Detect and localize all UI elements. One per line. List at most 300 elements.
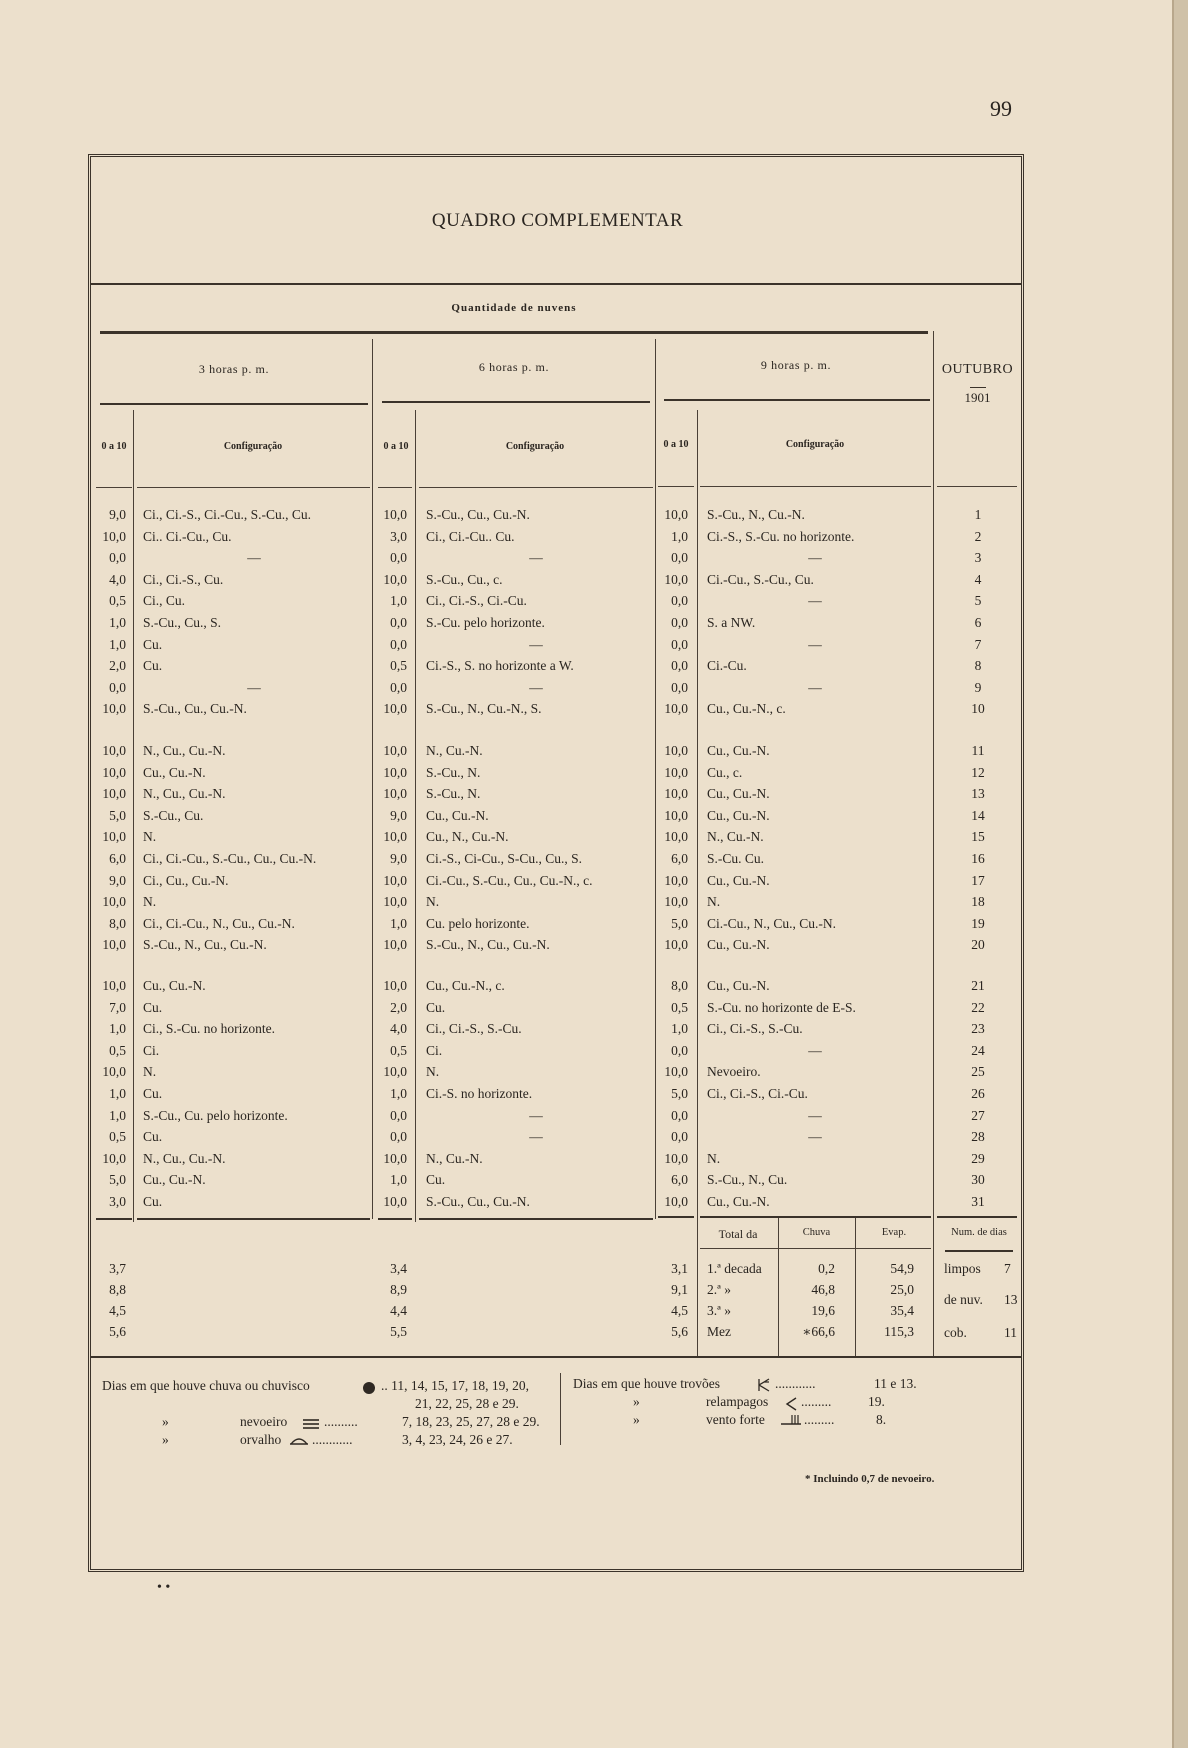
day-number: 7 xyxy=(974,636,982,652)
year-label: 1901 xyxy=(964,390,991,405)
cloud-amount-3pm: 9,0 xyxy=(109,872,126,888)
day-number: 22 xyxy=(971,999,985,1015)
cloud-amount-9pm: 5,0 xyxy=(671,915,688,931)
title-rule xyxy=(90,283,1022,285)
period-6pm-rule xyxy=(382,401,650,403)
cloud-config-6pm: — xyxy=(529,1107,543,1123)
section-rule xyxy=(100,331,928,334)
header-rule xyxy=(658,486,694,487)
cloud-amount-6pm: 2,0 xyxy=(390,999,407,1015)
day-number: 2 xyxy=(974,528,982,544)
cloud-config-6pm: Ci., Ci.-S., Ci.-Cu. xyxy=(426,593,527,609)
cloud-amount-6pm: 0,0 xyxy=(390,1107,407,1123)
header-rule xyxy=(137,487,370,488)
cloud-amount-6pm: 10,0 xyxy=(383,743,407,758)
summary-head-rain: Chuva xyxy=(802,1227,831,1238)
header-rule xyxy=(378,487,412,488)
cloud-amount-3pm: 5,0 xyxy=(109,1172,126,1188)
wind-days-list: 8. xyxy=(876,1412,887,1427)
day-number: 29 xyxy=(971,1150,985,1166)
cloud-amount-3pm: 10,0 xyxy=(102,1064,126,1080)
cloud-config-3pm: Cu. xyxy=(143,1194,163,1209)
cloud-config-9pm: Ci.-Cu. xyxy=(707,658,747,674)
dew-symbol-icon xyxy=(289,1434,309,1446)
cloud-amount-6pm: 4,0 xyxy=(390,1021,407,1037)
cloud-amount-6pm: 10,0 xyxy=(383,764,407,780)
cloud-config-9pm: — xyxy=(808,550,822,566)
mean-9pm: 9,1 xyxy=(671,1282,688,1297)
cloud-config-3pm: S.-Cu., Cu., S. xyxy=(143,615,222,630)
cloud-amount-9pm: 6,0 xyxy=(671,851,688,866)
cloud-config-3pm: Cu. xyxy=(143,999,163,1015)
cloud-amount-9pm: 0,0 xyxy=(671,679,688,695)
period-label: 2.ª » xyxy=(707,1282,731,1297)
cloud-config-9pm: S.-Cu. Cu. xyxy=(707,851,765,866)
cloud-amount-9pm: 10,0 xyxy=(664,807,688,823)
cloud-config-6pm: Ci.-S. no horizonte. xyxy=(426,1086,533,1101)
cloud-amount-6pm: 0,0 xyxy=(390,550,407,566)
cloud-config-3pm: Cu. xyxy=(143,636,163,652)
day-number: 9 xyxy=(974,679,982,695)
day-number: 3 xyxy=(974,550,982,566)
thunder-days-list: 11 e 13. xyxy=(874,1376,917,1391)
section-title: Quantidade de nuvens xyxy=(451,302,577,314)
cloud-config-3pm: N., Cu., Cu.-N. xyxy=(143,743,226,758)
period-3pm-rule xyxy=(100,403,368,405)
cloud-config-9pm: N. xyxy=(707,1150,721,1166)
summary-head-total: Total da xyxy=(718,1227,758,1241)
body-end-rule xyxy=(137,1218,370,1220)
cloud-amount-9pm: 6,0 xyxy=(671,1172,688,1188)
period-6pm-label: 6 horas p. m. xyxy=(478,360,550,374)
day-number: 17 xyxy=(971,872,985,888)
body-end-rule xyxy=(96,1218,132,1220)
day-number: 26 xyxy=(971,1086,985,1101)
cloud-amount-3pm: 0,0 xyxy=(109,550,126,566)
cloud-amount-9pm: 0,0 xyxy=(671,593,688,609)
day-number: 4 xyxy=(974,571,982,587)
cloud-config-3pm: Cu., Cu.-N. xyxy=(143,764,206,780)
cloud-amount-3pm: 10,0 xyxy=(102,764,126,780)
lightning-symbol-icon xyxy=(784,1397,798,1411)
cloud-amount-3pm: 0,5 xyxy=(109,593,126,609)
cloud-config-6pm: S.-Cu., N. xyxy=(426,764,481,780)
page-edge xyxy=(1172,0,1188,1748)
day-number: 14 xyxy=(971,807,985,823)
cloud-config-6pm: S.-Cu., N. xyxy=(426,786,481,802)
day-number: 15 xyxy=(971,829,985,845)
cloud-config-9pm: Ci., Ci.-S., S.-Cu. xyxy=(707,1021,803,1037)
cloud-amount-3pm: 10,0 xyxy=(102,743,126,758)
day-number: 10 xyxy=(971,701,985,717)
rain-days-line1 xyxy=(381,1378,529,1394)
cloud-config-9pm: — xyxy=(808,636,822,652)
cloud-config-6pm: Cu., Cu.-N., c. xyxy=(426,978,505,993)
cloud-config-3pm: S.-Cu., N., Cu., Cu.-N. xyxy=(143,937,267,953)
cloud-config-9pm: Cu., Cu.-N. xyxy=(707,807,770,823)
cloud-config-3pm: Ci., Ci.-S., Cu. xyxy=(143,571,224,587)
mean-9pm: 5,6 xyxy=(671,1324,688,1339)
cloud-config-3pm: Ci., Ci.-S., Ci.-Cu., S.-Cu., Cu. xyxy=(143,507,312,522)
cloud-config-3pm: N., Cu., Cu.-N. xyxy=(143,786,226,802)
col-head-config-6pm: Configuração xyxy=(505,441,565,452)
summary-head-rule xyxy=(700,1248,931,1249)
month-label: OUTUBRO xyxy=(941,362,1014,377)
cloud-config-3pm: N. xyxy=(143,829,157,845)
cloud-amount-3pm: 10,0 xyxy=(102,829,126,845)
cloud-amount-9pm: 10,0 xyxy=(664,571,688,587)
fog-days-label: nevoeiro xyxy=(240,1414,288,1429)
leader-dots: .......... xyxy=(324,1414,358,1429)
column-divider xyxy=(933,331,934,1356)
cloud-amount-3pm: 7,0 xyxy=(109,999,126,1015)
cloud-config-6pm: — xyxy=(529,550,543,566)
cloud-config-3pm: N. xyxy=(143,894,157,910)
mean-9pm: 3,1 xyxy=(671,1261,688,1276)
cloud-config-9pm: Cu., Cu.-N., c. xyxy=(707,701,786,717)
cloud-config-6pm: Ci.-S., S. no horizonte a W. xyxy=(426,658,574,674)
col-head-scale-6pm: 0 a 10 xyxy=(383,441,409,452)
page-title: QUADRO COMPLEMENTAR xyxy=(431,210,684,231)
cloud-amount-6pm: 1,0 xyxy=(390,915,407,931)
day-number: 13 xyxy=(971,786,985,802)
body-end-rule xyxy=(937,1216,1017,1218)
cloud-config-3pm: — xyxy=(247,679,261,695)
days-clear-label: limpos xyxy=(944,1261,981,1276)
day-number: 28 xyxy=(971,1129,985,1145)
cloud-config-6pm: Cu., Cu.-N. xyxy=(426,807,489,823)
cloud-amount-9pm: 1,0 xyxy=(671,1021,688,1037)
rain-total: ∗66,6 xyxy=(802,1324,835,1339)
day-number: 24 xyxy=(971,1042,985,1058)
evaporation-total: 35,4 xyxy=(890,1303,914,1318)
day-number: 23 xyxy=(971,1021,985,1037)
day-number: 11 xyxy=(971,743,985,758)
cloud-amount-9pm: 10,0 xyxy=(664,872,688,888)
cloud-amount-9pm: 0,0 xyxy=(671,1042,688,1058)
fog-days-list: 7, 18, 23, 25, 27, 28 e 29. xyxy=(402,1414,540,1429)
cloud-config-3pm: Ci.. Ci.-Cu., Cu. xyxy=(143,528,232,544)
cloud-config-3pm: S.-Cu., Cu. xyxy=(143,807,204,823)
cloud-amount-3pm: 0,5 xyxy=(109,1129,126,1145)
body-end-rule xyxy=(658,1216,694,1218)
cloud-config-6pm: Ci., Ci.-S., S.-Cu. xyxy=(426,1021,522,1037)
column-divider xyxy=(697,410,698,1356)
cloud-amount-9pm: 10,0 xyxy=(664,786,688,802)
col-head-config-9pm: Configuração xyxy=(785,439,845,450)
footnote: * Incluindo 0,7 de nevoeiro. xyxy=(805,1473,935,1485)
mean-3pm: 5,6 xyxy=(109,1324,126,1339)
mean-6pm: 3,4 xyxy=(390,1261,407,1276)
header-rule xyxy=(96,487,132,488)
cloud-amount-9pm: 10,0 xyxy=(664,507,688,522)
header-rule xyxy=(419,487,653,488)
rain-days-label: Dias em que houve chuva ou chuvisco xyxy=(102,1378,310,1393)
cloud-amount-3pm: 10,0 xyxy=(102,894,126,910)
cloud-amount-9pm: 10,0 xyxy=(664,1194,688,1209)
cloud-amount-9pm: 0,0 xyxy=(671,636,688,652)
cloud-amount-6pm: 0,0 xyxy=(390,615,407,630)
cloud-amount-6pm: 0,5 xyxy=(390,1042,407,1058)
cloud-amount-3pm: 10,0 xyxy=(102,978,126,993)
day-number: 6 xyxy=(974,615,982,630)
rain-total: 19,6 xyxy=(811,1303,835,1318)
cloud-config-9pm: Cu., c. xyxy=(707,764,743,780)
cloud-amount-6pm: 10,0 xyxy=(383,571,407,587)
days-clear-value: 7 xyxy=(1004,1261,1011,1276)
cloud-amount-9pm: 8,0 xyxy=(671,978,688,993)
cloud-amount-3pm: 6,0 xyxy=(109,851,126,866)
lightning-days-list: 19. xyxy=(868,1394,885,1409)
cloud-amount-3pm: 2,0 xyxy=(109,658,126,674)
cloud-config-3pm: Ci., Ci.-Cu., N., Cu., Cu.-N. xyxy=(143,915,295,931)
wind-days-label: vento forte xyxy=(706,1412,765,1427)
cloud-amount-6pm: 0,0 xyxy=(390,636,407,652)
cloud-amount-6pm: 9,0 xyxy=(390,807,407,823)
cloud-config-3pm: N. xyxy=(143,1064,157,1080)
cloud-amount-3pm: 10,0 xyxy=(102,528,126,544)
ditto-mark: » xyxy=(633,1412,640,1427)
page-number: 99 xyxy=(990,96,1012,121)
day-number: 16 xyxy=(971,851,985,866)
cloud-config-9pm: — xyxy=(808,1042,822,1058)
dew-days-label: orvalho xyxy=(240,1432,282,1447)
cloud-config-9pm: — xyxy=(808,1107,822,1123)
cloud-config-9pm: S. a NW. xyxy=(707,615,756,630)
cloud-amount-9pm: 0,0 xyxy=(671,658,688,674)
period-9pm-rule xyxy=(664,399,930,401)
cloud-config-9pm: Cu., Cu.-N. xyxy=(707,872,770,888)
cloud-amount-6pm: 10,0 xyxy=(383,701,407,717)
day-number: 19 xyxy=(971,915,985,931)
day-number: 27 xyxy=(971,1107,985,1123)
cloud-config-3pm: Ci. xyxy=(143,1042,160,1058)
mean-9pm: 4,5 xyxy=(671,1303,688,1318)
cloud-config-9pm: Cu., Cu.-N. xyxy=(707,786,770,802)
day-number: 12 xyxy=(971,764,985,780)
cloud-amount-6pm: 10,0 xyxy=(383,1150,407,1166)
notes-top-rule xyxy=(91,1356,1021,1358)
header-rule xyxy=(700,486,931,487)
evaporation-total: 25,0 xyxy=(890,1282,914,1297)
cloud-amount-3pm: 10,0 xyxy=(102,937,126,953)
cloud-amount-6pm: 10,0 xyxy=(383,894,407,910)
cloud-config-3pm: Cu., Cu.-N. xyxy=(143,978,206,993)
rain-days-list-1: 11, 14, 15, 17, 18, 19, 20, xyxy=(391,1378,529,1393)
day-number: 21 xyxy=(971,978,985,993)
cloud-amount-6pm: 0,0 xyxy=(390,1129,407,1145)
rain-days-list-2: 21, 22, 25, 28 e 29. xyxy=(415,1396,519,1411)
cloud-amount-6pm: 10,0 xyxy=(383,786,407,802)
cloud-config-3pm: S.-Cu., Cu. pelo horizonte. xyxy=(143,1107,288,1123)
cloud-amount-3pm: 8,0 xyxy=(109,915,126,931)
cloud-config-6pm: S.-Cu., Cu., Cu.-N. xyxy=(426,507,530,522)
cloud-config-9pm: S.-Cu., N., Cu.-N. xyxy=(707,507,805,522)
day-number: 8 xyxy=(974,658,982,674)
day-number: 31 xyxy=(971,1194,985,1209)
cloud-amount-9pm: 0,0 xyxy=(671,615,688,630)
cloud-amount-3pm: 10,0 xyxy=(102,1150,126,1166)
cloud-config-6pm: Ci.-S., Ci-Cu., S-Cu., Cu., S. xyxy=(426,851,583,866)
cloud-config-9pm: — xyxy=(808,1129,822,1145)
cloud-amount-9pm: 10,0 xyxy=(664,764,688,780)
cloud-config-3pm: N., Cu., Cu.-N. xyxy=(143,1150,226,1166)
period-label: Mez xyxy=(707,1324,731,1339)
cloud-config-6pm: S.-Cu., N., Cu.-N., S. xyxy=(426,701,542,717)
cloud-amount-3pm: 1,0 xyxy=(109,615,126,630)
cloud-amount-9pm: 10,0 xyxy=(664,829,688,845)
cloud-config-6pm: S.-Cu., N., Cu., Cu.-N. xyxy=(426,937,550,953)
leader-dots: ......... xyxy=(804,1412,835,1427)
cloud-config-9pm: Nevoeiro. xyxy=(707,1064,761,1080)
cloud-config-9pm: — xyxy=(808,593,822,609)
period-label: 3.ª » xyxy=(707,1303,731,1318)
cloud-amount-9pm: 0,5 xyxy=(671,999,688,1015)
cloud-amount-9pm: 10,0 xyxy=(664,937,688,953)
mean-6pm: 8,9 xyxy=(390,1282,407,1297)
cloud-amount-6pm: 3,0 xyxy=(390,528,407,544)
leader-dots: ............ xyxy=(312,1432,353,1447)
cloud-amount-9pm: 1,0 xyxy=(671,528,688,544)
cloud-amount-9pm: 10,0 xyxy=(664,894,688,910)
cloud-config-9pm: Ci., Ci.-S., Ci.-Cu. xyxy=(707,1086,808,1101)
mean-3pm: 8,8 xyxy=(109,1282,126,1297)
cloud-amount-6pm: 1,0 xyxy=(390,1086,407,1101)
cloud-config-9pm: Ci.-Cu., N., Cu., Cu.-N. xyxy=(707,915,837,931)
cloud-amount-6pm: 10,0 xyxy=(383,507,407,522)
leader-dots: .. xyxy=(381,1378,392,1393)
cloud-config-6pm: — xyxy=(529,1129,543,1145)
fog-symbol-icon xyxy=(302,1418,320,1430)
cloud-config-3pm: Ci., Ci.-Cu., S.-Cu., Cu., Cu.-N. xyxy=(143,851,317,866)
cloud-config-6pm: S.-Cu., Cu., c. xyxy=(426,571,503,587)
day-number: 30 xyxy=(971,1172,985,1188)
cloud-amount-3pm: 1,0 xyxy=(109,1107,126,1123)
cloud-config-6pm: Ci. xyxy=(426,1042,443,1058)
cloud-config-6pm: Cu. pelo horizonte. xyxy=(426,915,530,931)
cloud-config-9pm: Ci.-Cu., S.-Cu., Cu. xyxy=(707,571,814,587)
header-rule xyxy=(937,486,1017,487)
cloud-config-6pm: S.-Cu. pelo horizonte. xyxy=(426,615,545,630)
margin-dots: • • xyxy=(157,1580,171,1595)
cloud-config-3pm: Ci., S.-Cu. no horizonte. xyxy=(143,1021,275,1037)
cloud-amount-3pm: 5,0 xyxy=(109,807,126,823)
cloud-config-3pm: Cu. xyxy=(143,1129,163,1145)
cloud-config-9pm: Ci.-S., S.-Cu. no horizonte. xyxy=(707,528,855,544)
cloud-config-6pm: — xyxy=(529,679,543,695)
cloud-amount-3pm: 9,0 xyxy=(109,507,126,522)
year-dash xyxy=(970,387,986,388)
cloud-config-3pm: S.-Cu., Cu., Cu.-N. xyxy=(143,701,247,717)
period-label: 1.ª decada xyxy=(707,1261,762,1276)
day-number: 18 xyxy=(971,894,985,910)
cloud-amount-3pm: 1,0 xyxy=(109,1021,126,1037)
cloud-amount-6pm: 9,0 xyxy=(390,851,407,866)
summary-head-evap: Evap. xyxy=(881,1227,907,1238)
cloud-config-6pm: S.-Cu., Cu., Cu.-N. xyxy=(426,1194,530,1209)
body-end-rule xyxy=(378,1218,412,1220)
cloud-config-6pm: N., Cu.-N. xyxy=(426,1150,483,1166)
wind-symbol-icon xyxy=(780,1412,802,1426)
mean-6pm: 4,4 xyxy=(390,1303,407,1318)
cloud-config-3pm: Cu. xyxy=(143,1086,163,1101)
leader-dots: ............ xyxy=(775,1376,816,1391)
cloud-config-9pm: Cu., Cu.-N. xyxy=(707,1194,770,1209)
cloud-config-9pm: S.-Cu., N., Cu. xyxy=(707,1172,788,1188)
cloud-amount-3pm: 3,0 xyxy=(109,1194,126,1209)
lightning-days-label: relampagos xyxy=(706,1394,769,1409)
cloud-config-9pm: N. xyxy=(707,894,721,910)
cloud-amount-6pm: 10,0 xyxy=(383,978,407,993)
leader-dots: ......... xyxy=(801,1394,832,1409)
cloud-amount-9pm: 10,0 xyxy=(664,743,688,758)
cloud-config-6pm: Ci., Ci.-Cu.. Cu. xyxy=(426,528,515,544)
cloud-config-6pm: Cu. xyxy=(426,1172,446,1188)
rain-total: 46,8 xyxy=(811,1282,835,1297)
body-end-rule xyxy=(700,1216,931,1218)
col-head-scale-9pm: 0 a 10 xyxy=(663,439,689,450)
mean-6pm: 5,5 xyxy=(390,1324,407,1339)
cloud-amount-6pm: 10,0 xyxy=(383,1194,407,1209)
cloud-config-9pm: Cu., Cu.-N. xyxy=(707,978,770,993)
period-9pm-label: 9 horas p. m. xyxy=(760,358,832,372)
day-number: 20 xyxy=(971,937,985,953)
mean-3pm: 4,5 xyxy=(109,1303,126,1318)
cloud-config-6pm: — xyxy=(529,636,543,652)
col-head-scale-3pm: 0 a 10 xyxy=(101,441,127,452)
cloud-amount-3pm: 10,0 xyxy=(102,701,126,717)
thunder-symbol-icon xyxy=(757,1378,771,1392)
cloud-amount-3pm: 0,0 xyxy=(109,679,126,695)
notes-divider xyxy=(560,1373,561,1445)
day-number: 1 xyxy=(974,507,982,522)
days-cloudy-value: 13 xyxy=(1004,1292,1018,1307)
ditto-mark: » xyxy=(633,1394,640,1409)
column-divider xyxy=(415,410,416,1222)
cloud-config-9pm: N., Cu.-N. xyxy=(707,829,764,845)
cloud-amount-3pm: 1,0 xyxy=(109,1086,126,1101)
cloud-amount-3pm: 0,5 xyxy=(109,1042,126,1058)
cloud-amount-6pm: 10,0 xyxy=(383,829,407,845)
cloud-amount-3pm: 10,0 xyxy=(102,786,126,802)
cloud-config-6pm: Ci.-Cu., S.-Cu., Cu., Cu.-N., c. xyxy=(426,872,593,888)
summary-head-days: Num. de dias xyxy=(951,1227,1007,1238)
cloud-config-3pm: Cu., Cu.-N. xyxy=(143,1172,206,1188)
cloud-amount-9pm: 0,0 xyxy=(671,1107,688,1123)
body-end-rule xyxy=(419,1218,653,1220)
day-number: 5 xyxy=(974,593,982,609)
cloud-config-6pm: N., Cu.-N. xyxy=(426,743,483,758)
day-number: 25 xyxy=(971,1064,985,1080)
cloud-amount-6pm: 0,5 xyxy=(390,658,407,674)
dew-days-list: 3, 4, 23, 24, 26 e 27. xyxy=(402,1432,513,1447)
cloud-config-6pm: Cu., N., Cu.-N. xyxy=(426,829,509,845)
cloud-config-3pm: Ci., Cu., Cu.-N. xyxy=(143,872,229,888)
cloud-amount-6pm: 1,0 xyxy=(390,1172,407,1188)
evaporation-total: 54,9 xyxy=(890,1261,914,1276)
thunder-days-label: Dias em que houve trovões xyxy=(573,1376,720,1391)
rain-symbol-icon xyxy=(362,1381,376,1395)
cloud-amount-6pm: 10,0 xyxy=(383,937,407,953)
column-divider xyxy=(133,410,134,1222)
cloud-amount-6pm: 0,0 xyxy=(390,679,407,695)
evaporation-total: 115,3 xyxy=(884,1324,914,1339)
cloud-amount-6pm: 1,0 xyxy=(390,593,407,609)
cloud-config-6pm: N. xyxy=(426,1064,440,1080)
cloud-config-6pm: Cu. xyxy=(426,999,446,1015)
cloud-config-9pm: Cu., Cu.-N. xyxy=(707,937,770,953)
period-3pm-label: 3 horas p. m. xyxy=(198,362,270,376)
